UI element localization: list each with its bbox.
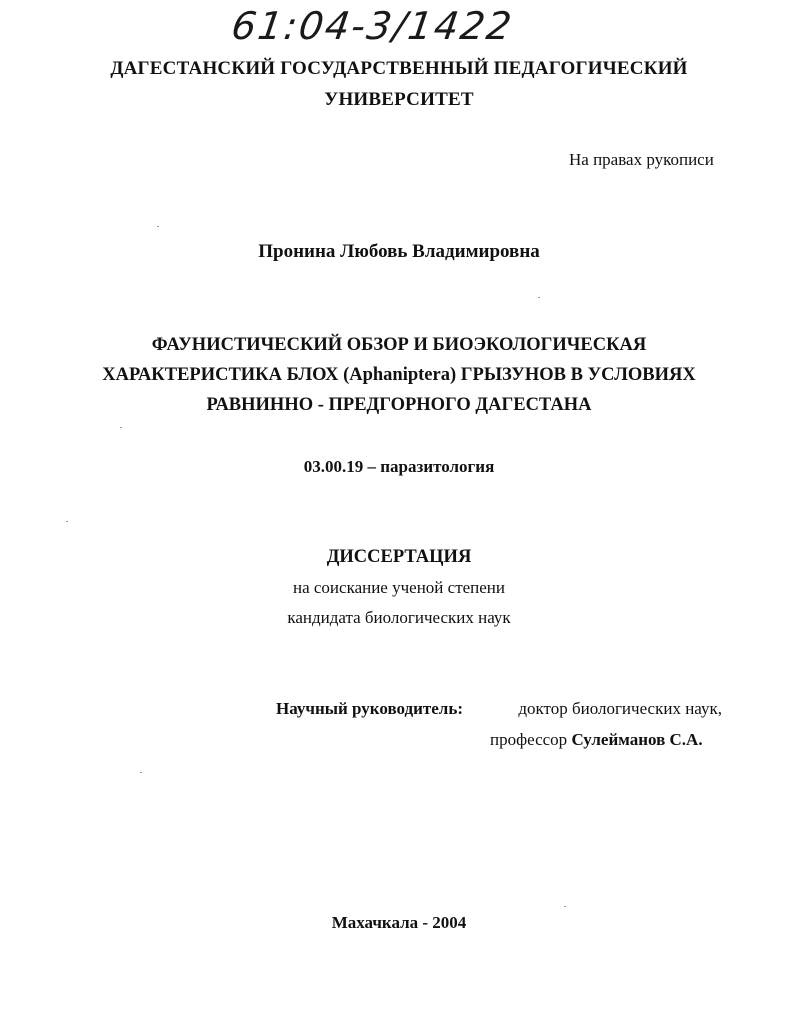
dissertation-degree-line2: кандидата биологических наук <box>287 608 511 627</box>
title-latin-name: Aphaniptera <box>349 365 450 385</box>
place-year: Махачкала - 2004 <box>331 913 467 932</box>
dissertation-degree-line1: на соискание ученой степени <box>292 578 506 597</box>
title-line3: РАВНИННО - ПРЕДГОРНОГО ДАГЕСТАНА <box>206 395 592 415</box>
archive-number-handwritten: 61:04-3/1422 <box>228 4 517 48</box>
scan-speck <box>120 427 122 428</box>
scan-speck <box>157 226 159 227</box>
supervisor-label: Научный руководитель: <box>276 699 463 718</box>
university-name-line2: УНИВЕРСИТЕТ <box>324 89 474 110</box>
rights-note: На правах рукописи <box>569 150 714 169</box>
supervisor-title-row <box>490 730 703 750</box>
supervisor-title: профессор <box>490 730 572 749</box>
author-name: Пронина Любовь Владимировна <box>258 241 540 262</box>
title-line2-pre: ХАРАКТЕРИСТИКА БЛОХ ( <box>102 365 350 385</box>
scan-speck <box>564 906 566 907</box>
scan-speck <box>538 297 540 298</box>
title-line2 <box>0 365 798 386</box>
scan-speck <box>66 521 68 522</box>
supervisor-degree: доктор биологических наук, <box>518 699 722 718</box>
specialty-code: 03.00.19 – паразитология <box>303 457 495 476</box>
supervisor-name: Сулейманов С.А. <box>571 730 703 749</box>
title-line2-post: ) ГРЫЗУНОВ В УСЛОВИЯХ <box>449 365 696 385</box>
scan-speck <box>140 772 142 773</box>
dissertation-heading: ДИССЕРТАЦИЯ <box>326 547 472 567</box>
supervisor-row <box>276 699 722 719</box>
title-line1: ФАУНИСТИЧЕСКИЙ ОБЗОР И БИОЭКОЛОГИЧЕСКАЯ <box>151 335 647 355</box>
university-name-line1: ДАГЕСТАНСКИЙ ГОСУДАРСТВЕННЫЙ ПЕДАГОГИЧЕСКИЙ <box>110 58 688 79</box>
